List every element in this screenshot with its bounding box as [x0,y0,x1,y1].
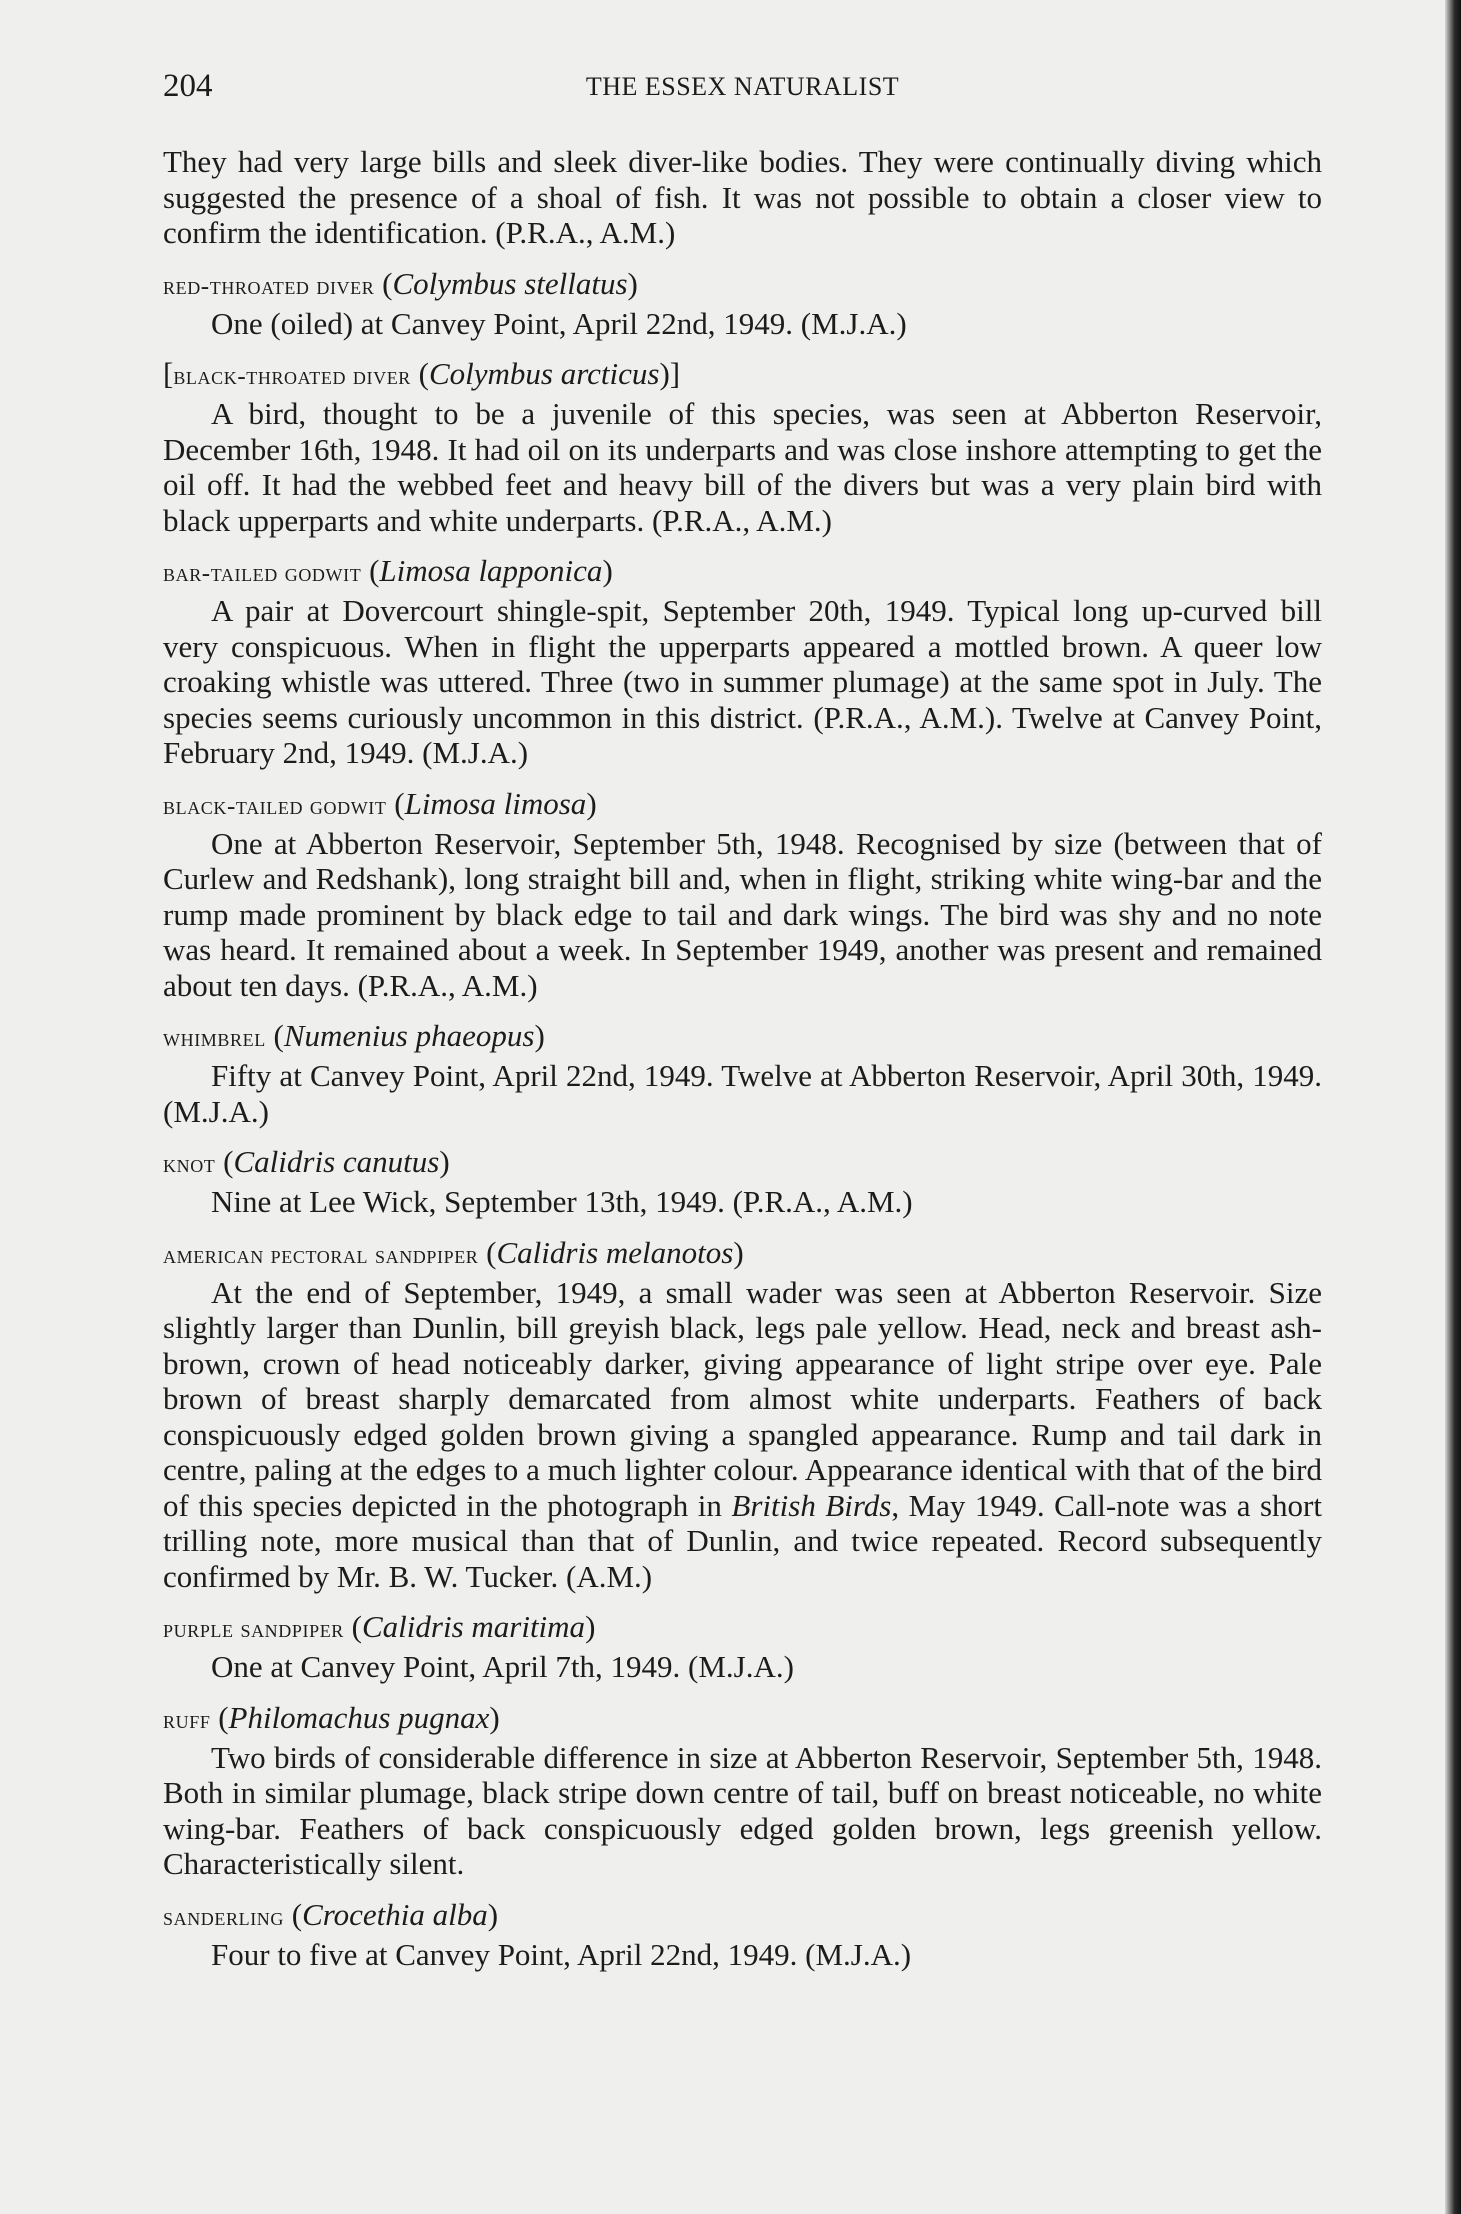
species-description [163,396,1322,538]
description-text: Nine at Lee Wick, September 13th, 1949. (P.R.A., A.M.) [211,1184,913,1219]
species-heading: sanderling (Crocethia alba) [163,1896,499,1932]
species-description [163,1058,1322,1129]
common-name: purple sandpiper [163,1616,344,1643]
species-entry [163,1896,1322,1973]
species-heading: whimbrel (Numenius phaeopus) [163,1018,545,1053]
species-heading: red-throated diver (Colymbus stellatus) [163,265,638,301]
description-text: Two birds of considerable difference in size at Abberton Reservoir, September 5th, 1948. Both in similar plumage, black stripe down centre of tail, buff on breast noticeable, no white wing-bar. Feathers of back conspicuously edged golden brown, legs greenish yellow. Characteristically silent. [163,1739,1322,1881]
running-head: THE ESSEX NATURALIST [585,72,900,101]
species-heading: knot (Calidris canutus) [163,1144,450,1179]
species-heading: purple sandpiper (Calidris maritima) [163,1609,596,1644]
description-text: Four to five at Canvey Point, April 22nd, 1949. (M.J.A.) [211,1936,912,1972]
species-entry [163,1234,1322,1595]
description-text: At the end of September, 1949, a small wader was seen at Abberton Reservoir. Size slightly larger than Dunlin, bill greyish black, legs pale yellow. Head, neck and breast ash-brown, crown of head noticeably darker, giving appearance of light stripe over eye. Pale brown of breast sharply demarcated from almost white underparts. Feathers of back conspicuously edged golden brown giving a spangled appearance. Rump and tail dark in centre, paling at the edges to a much lighter colour. Appearance identical with that of the bird of this species depicted in the photograph in [163,1274,1322,1523]
species-entry [163,1608,1322,1685]
scientific-name: Colymbus arcticus [428,356,660,391]
scientific-name: Numenius phaeopus [283,1018,535,1053]
species-entry [163,355,1322,538]
species-heading: black-tailed godwit (Limosa limosa) [163,785,597,821]
species-description [163,1740,1322,1882]
bracket-close: ] [669,356,681,391]
species-entry [163,552,1322,771]
description-text: A pair at Dovercourt shingle-spit, September 20th, 1949. Typical long up-curved bill very conspicuous. When in flight the upperparts appeared a mottled brown. A queer low croaking whistle was uttered. Three (two in summer plumage) at the same spot in July. The species seems curiously uncommon in this district. (P.R.A., A.M.). Twelve at Canvey Point, February 2nd, 1949. (M.J.A.) [163,593,1322,770]
page-header [163,68,1322,114]
common-name: ruff [163,1706,211,1734]
common-name: sanderling [163,1903,284,1931]
description-text: Fifty at Canvey Point, April 22nd, 1949. Twelve at Abberton Reservoir, April 30th, 1949. (M.J.A.) [163,1058,1322,1129]
scientific-name: Calidris melanotos [496,1234,734,1270]
species-entries [163,265,1322,1973]
species-heading: bar-tailed godwit (Limosa lapponica) [163,553,613,588]
common-name: red-throated diver [163,272,375,300]
species-description [163,1275,1322,1595]
species-description [163,1184,1322,1220]
description-text: One at Abberton Reservoir, September 5th, 1948. Recognised by size (between that of Curlew and Redshank), long straight bill and, when in flight, striking white wing-bar and the rump made prominent by black edge to tail and dark wings. The bird was shy and no note was heard. It remained about a week. In September 1949, another was present and remained about ten days. (P.R.A., A.M.) [163,825,1322,1003]
common-name: black-throated diver [173,363,411,390]
species-description [163,826,1322,1004]
common-name: bar-tailed godwit [163,560,362,587]
species-description [163,1937,1322,1973]
bracket-open: [ [163,356,174,391]
page-number: 204 [163,68,213,104]
scientific-name: Colymbus stellatus [392,265,628,301]
species-heading: [black-throated diver (Colymbus arcticus)] [163,356,681,391]
common-name: whimbrel [163,1025,266,1052]
species-entry [163,785,1322,1004]
species-description [163,306,1322,342]
species-entry [163,265,1322,342]
scientific-name: Limosa lapponica [379,553,603,588]
page-edge-shadow [1445,0,1461,2214]
species-heading: american pectoral sandpiper (Calidris melanotos) [163,1234,744,1270]
description-text: One at Canvey Point, April 7th, 1949. (M.J.A.) [211,1649,794,1684]
intro-paragraph: They had very large bills and sleek diver-like bodies. They were continually diving which suggested the presence of a shoal of fish. It was not possible to obtain a closer view to confirm the identification. (P.R.A., A.M.) [163,144,1322,250]
description-text: One (oiled) at Canvey Point, April 22nd, 1949. (M.J.A.) [211,305,907,341]
common-name: knot [163,1151,216,1178]
scientific-name: Philomachus pugnax [228,1699,490,1735]
species-description [163,593,1322,771]
species-entry [163,1699,1322,1882]
scientific-name: Calidris maritima [361,1609,586,1644]
scientific-name: Crocethia alba [302,1896,488,1932]
species-description [163,1649,1322,1685]
description-text: A bird, thought to be a juvenile of this species, was seen at Abberton Reservoir, December 16th, 1948. It had oil on its underparts and was close inshore attempting to get the oil off. It had the webbed feet and heavy bill of the divers but was a very plain bird with black upperparts and white underparts. (P.R.A., A.M.) [163,396,1322,538]
common-name: american pectoral sandpiper [163,1241,479,1269]
description-text: , May 1949. Call-note was a short trilling note, more musical than that of Dunlin, and twice repeated. Record subsequently confirmed by Mr. B. W. Tucker. (A.M.) [163,1487,1322,1594]
page-content [163,68,1322,1972]
scientific-name: Calidris canutus [233,1144,440,1179]
common-name: black-tailed godwit [163,792,387,820]
species-entry [163,1143,1322,1220]
scientific-name: Limosa limosa [404,785,587,821]
species-entry [163,1017,1322,1129]
species-heading: ruff (Philomachus pugnax) [163,1699,500,1735]
italic-title: British Birds [731,1487,892,1523]
